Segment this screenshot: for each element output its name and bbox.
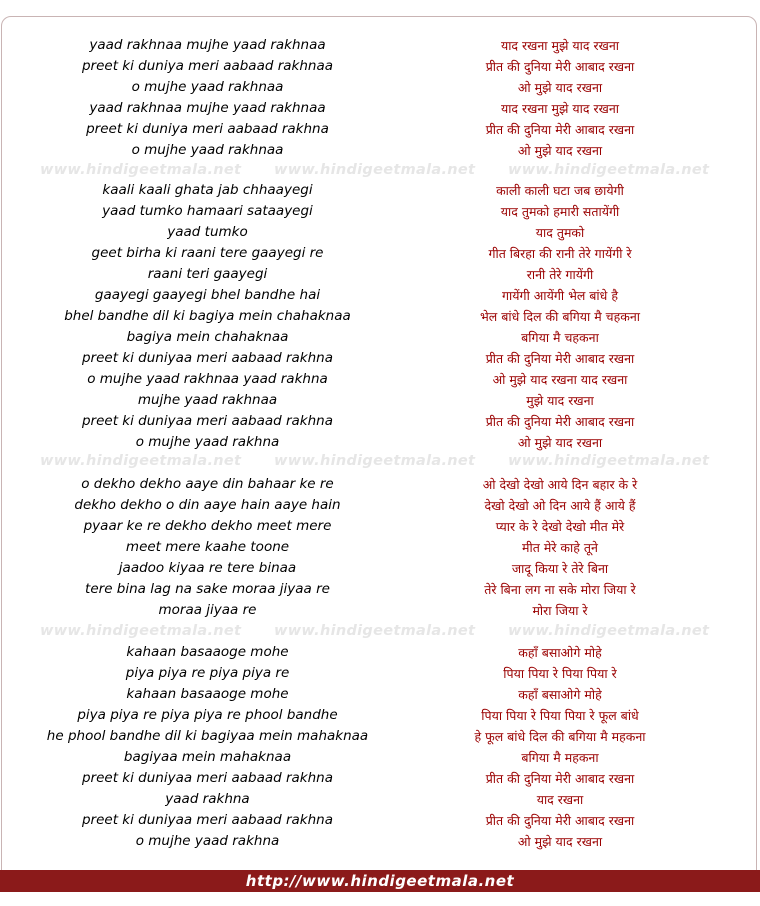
watermark-text: www.hindigeetmala.net [274,162,476,178]
lyric-line-roman: kaali kaali ghata jab chhaayegi [102,182,313,198]
lyric-line-hindi: तेरे बिना लग ना सके मोरा जिया रे [484,582,636,597]
lyric-line-roman: yaad tumko [167,224,248,240]
lyric-line-hindi: याद तुमको [535,225,585,240]
lyric-line-roman: tere bina lag na sake moraa jiyaa re [85,581,330,597]
watermark-text: www.hindigeetmala.net [40,623,242,639]
lyric-line-hindi: याद रखना [536,792,584,807]
lyric-line-hindi: प्रीत की दुनिया मेरी आबाद रखना [485,59,635,74]
lyric-line-hindi: बगिया मै चहकना [521,330,599,345]
lyric-line-roman: preet ki duniyaa meri aabaad rakhna [81,812,334,828]
lyric-line-hindi: काली काली घटा जब छायेगी [496,183,624,198]
watermark-text: www.hindigeetmala.net [508,162,710,178]
footer-bar [0,870,760,892]
lyric-line-hindi: याद तुमको हमारी सतायेंगी [500,204,620,219]
lyric-line-hindi: ओ मुझे याद रखना [517,834,603,849]
lyric-line-roman: o mujhe yaad rakhnaa yaad rakhna [87,371,328,387]
lyric-line-roman: piya piya re piya piya re [125,665,290,681]
lyric-line-hindi: मीत मेरे काहे तूने [522,540,598,555]
lyric-line-hindi: प्रीत की दुनिया मेरी आबाद रखना [485,771,635,786]
lyric-line-roman: bagiya mein chahaknaa [126,329,289,345]
lyric-line-roman: preet ki duniyaa meri aabaad rakhna [81,413,334,429]
lyric-line-hindi: प्रीत की दुनिया मेरी आबाद रखना [485,414,635,429]
lyric-line-roman: moraa jiyaa re [158,602,257,618]
lyric-line-hindi: हे फूल बांधे दिल की बगिया मै महकना [474,729,646,744]
lyric-line-hindi: याद रखना मुझे याद रखना [500,38,620,53]
lyric-line-roman: yaad rakhnaa mujhe yaad rakhnaa [89,100,326,116]
lyric-line-hindi: प्रीत की दुनिया मेरी आबाद रखना [485,813,635,828]
lyric-line-roman: o mujhe yaad rakhnaa [131,79,284,95]
lyric-line-roman: gaayegi gaayegi bhel bandhe hai [94,287,321,303]
lyric-line-roman: preet ki duniyaa meri aabaad rakhna [81,350,334,366]
lyric-line-roman: bhel bandhe dil ki bagiya mein chahaknaa [64,308,351,324]
lyric-line-hindi: पिया पिया रे पिया पिया रे [503,666,617,681]
lyric-line-roman: meet mere kaahe toone [125,539,290,555]
lyric-line-hindi: रानी तेरे गायेंगी [526,267,594,282]
lyric-line-roman: yaad tumko hamaari sataayegi [102,203,313,219]
lyric-line-roman: geet birha ki raani tere gaayegi re [91,245,324,261]
lyric-line-hindi: मोरा जिया रे [532,603,588,618]
lyric-line-roman: preet ki duniyaa meri aabaad rakhna [81,770,334,786]
lyric-line-hindi: ओ मुझे याद रखना याद रखना [492,372,628,387]
lyric-line-roman: o mujhe yaad rakhna [135,833,280,849]
lyric-line-hindi: गीत बिरहा की रानी तेरे गायेंगी रे [488,246,632,261]
lyric-line-roman: yaad rakhna [165,791,250,807]
watermark-text: www.hindigeetmala.net [508,623,710,639]
footer-url[interactable]: http://www.hindigeetmala.net [245,872,515,890]
lyric-line-hindi: भेल बांधे दिल की बगिया मै चहकना [479,309,641,324]
lyric-line-hindi: कहाँ बसाओगे मोहे [518,645,602,660]
lyric-line-hindi: ओ मुझे याद रखना [517,80,603,95]
lyric-line-roman: bagiyaa mein mahaknaa [123,749,292,765]
lyric-line-hindi: जादू किया रे तेरे बिना [511,561,609,576]
lyric-line-hindi: याद रखना मुझे याद रखना [500,101,620,116]
lyric-line-hindi: ओ मुझे याद रखना [517,435,603,450]
lyric-line-hindi: ओ मुझे याद रखना [517,143,603,158]
watermark-text: www.hindigeetmala.net [274,623,476,639]
lyric-line-roman: o dekho dekho aaye din bahaar ke re [81,476,334,492]
lyric-line-roman: preet ki duniya meri aabaad rakhna [86,121,329,137]
lyric-line-roman: piya piya re piya piya re phool bandhe [77,707,338,723]
lyric-line-roman: kahaan basaaoge mohe [126,644,289,660]
lyric-line-roman: dekho dekho o din aaye hain aaye hain [74,497,341,513]
lyric-line-roman: kahaan basaaoge mohe [126,686,289,702]
watermark-text: www.hindigeetmala.net [40,162,242,178]
lyric-line-hindi: प्रीत की दुनिया मेरी आबाद रखना [485,122,635,137]
lyric-line-roman: o mujhe yaad rakhna [135,434,280,450]
lyric-line-hindi: कहाँ बसाओगे मोहे [518,687,602,702]
lyric-line-roman: mujhe yaad rakhnaa [137,392,278,408]
lyric-line-roman: o mujhe yaad rakhnaa [131,142,284,158]
lyric-line-roman: pyaar ke re dekho dekho meet mere [83,518,332,534]
lyric-line-hindi: प्रीत की दुनिया मेरी आबाद रखना [485,351,635,366]
lyric-line-roman: yaad rakhnaa mujhe yaad rakhnaa [89,37,326,53]
lyric-line-roman: he phool bandhe dil ki bagiyaa mein mahaknaa [46,728,369,744]
lyric-line-hindi: बगिया मै महकना [521,750,599,765]
lyric-line-roman: preet ki duniya meri aabaad rakhnaa [81,58,334,74]
lyric-line-hindi: देखो देखो ओ दिन आये हैं आये हैं [484,498,636,513]
lyric-line-hindi: मुझे याद रखना [526,393,594,408]
lyric-line-hindi: ओ देखो देखो आये दिन बहार के रे [482,477,638,492]
lyric-line-roman: raani teri gaayegi [147,266,268,282]
watermark-text: www.hindigeetmala.net [508,453,710,469]
lyric-line-hindi: गायेंगी आयेंगी भेल बांधे है [502,288,618,303]
lyric-line-hindi: प्यार के रे देखो देखो मीत मेरे [495,519,625,534]
lyric-line-roman: jaadoo kiyaa re tere binaa [118,560,297,576]
watermark-text: www.hindigeetmala.net [274,453,476,469]
watermark-text: www.hindigeetmala.net [40,453,242,469]
lyric-line-hindi: पिया पिया रे पिया पिया रे फूल बांधे [481,708,639,723]
